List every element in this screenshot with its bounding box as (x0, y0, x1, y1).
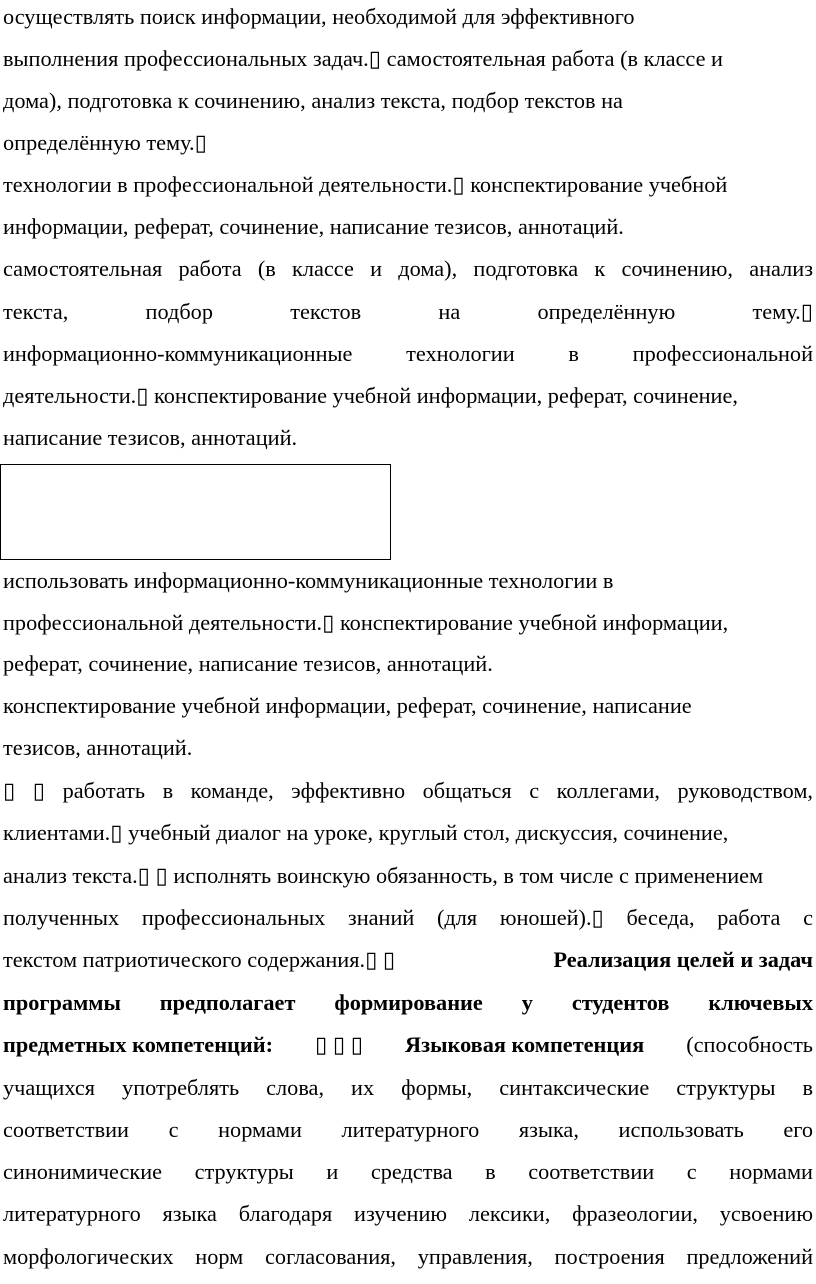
text-run: (способность (686, 1032, 813, 1057)
text-line: соответствии с нормами литературного языка, использовать его (3, 1117, 813, 1142)
text-line: использовать информационно-коммуникационные технологии в (3, 568, 614, 593)
text-line: информации, реферат, сочинение, написание тезисов, аннотаций. (3, 214, 624, 239)
text-line-mixed (3, 945, 813, 975)
text-line: анализ текста.▯ ▯ исполнять воинскую обязанность, в том числе с применением (3, 863, 764, 888)
placeholder-glyphs: ▯ ▯ ▯ (315, 1032, 364, 1057)
text-run: текстом патриотического содержания.▯ ▯ (3, 947, 396, 972)
text-line-mixed (3, 1030, 813, 1060)
empty-frame (0, 464, 391, 560)
bold-heading-line: программы предполагает формирование у студентов ключевых (3, 990, 813, 1015)
text-line: написание тезисов, аннотаций. (3, 425, 298, 450)
text-line: осуществлять поиск информации, необходимой для эффективного (3, 4, 635, 29)
text-line: клиентами.▯ учебный диалог на уроке, круглый стол, дискуссия, сочинение, (3, 820, 729, 845)
text-line: самостоятельная работа (в классе и дома), подготовка к сочинению, анализ (3, 256, 813, 281)
text-line: учащихся употреблять слова, их формы, синтаксические структуры в (3, 1075, 813, 1100)
text-line: морфологических норм согласования, управления, построения предложений (3, 1244, 813, 1269)
text-line: конспектирование учебной информации, реферат, сочинение, написание (3, 693, 692, 718)
text-line: ▯ ▯ работать в команде, эффективно общаться с коллегами, руководством, (3, 778, 813, 803)
bold-heading: Реализация целей и задач (553, 947, 813, 972)
text-line: определённую тему.▯ (3, 130, 207, 155)
bold-term: Языковая компетенция (405, 1032, 645, 1057)
text-line: полученных профессиональных знаний (для юношей).▯ беседа, работа с (3, 905, 813, 930)
text-line: деятельности.▯ конспектирование учебной информации, реферат, сочинение, (3, 383, 738, 408)
text-line: литературного языка благодаря изучению лексики, фразеологии, усвоению (3, 1201, 813, 1226)
text-line: текста, подбор текстов на определённую тему.▯ (3, 299, 813, 324)
text-line: реферат, сочинение, написание тезисов, аннотаций. (3, 651, 493, 676)
text-line: тезисов, аннотаций. (3, 735, 193, 760)
bold-heading: предметных компетенций: (3, 1032, 274, 1057)
text-line: технологии в профессиональной деятельности.▯ конспектирование учебной (3, 172, 728, 197)
text-line: дома), подготовка к сочинению, анализ текста, подбор текстов на (3, 88, 623, 113)
text-line: синонимические структуры и средства в соответствии с нормами (3, 1159, 813, 1184)
text-line: профессиональной деятельности.▯ конспектирование учебной информации, (3, 610, 729, 635)
text-line: выполнения профессиональных задач.▯ самостоятельная работа (в классе и (3, 46, 723, 71)
text-line: информационно-коммуникационные технологии в профессиональной (3, 341, 813, 366)
